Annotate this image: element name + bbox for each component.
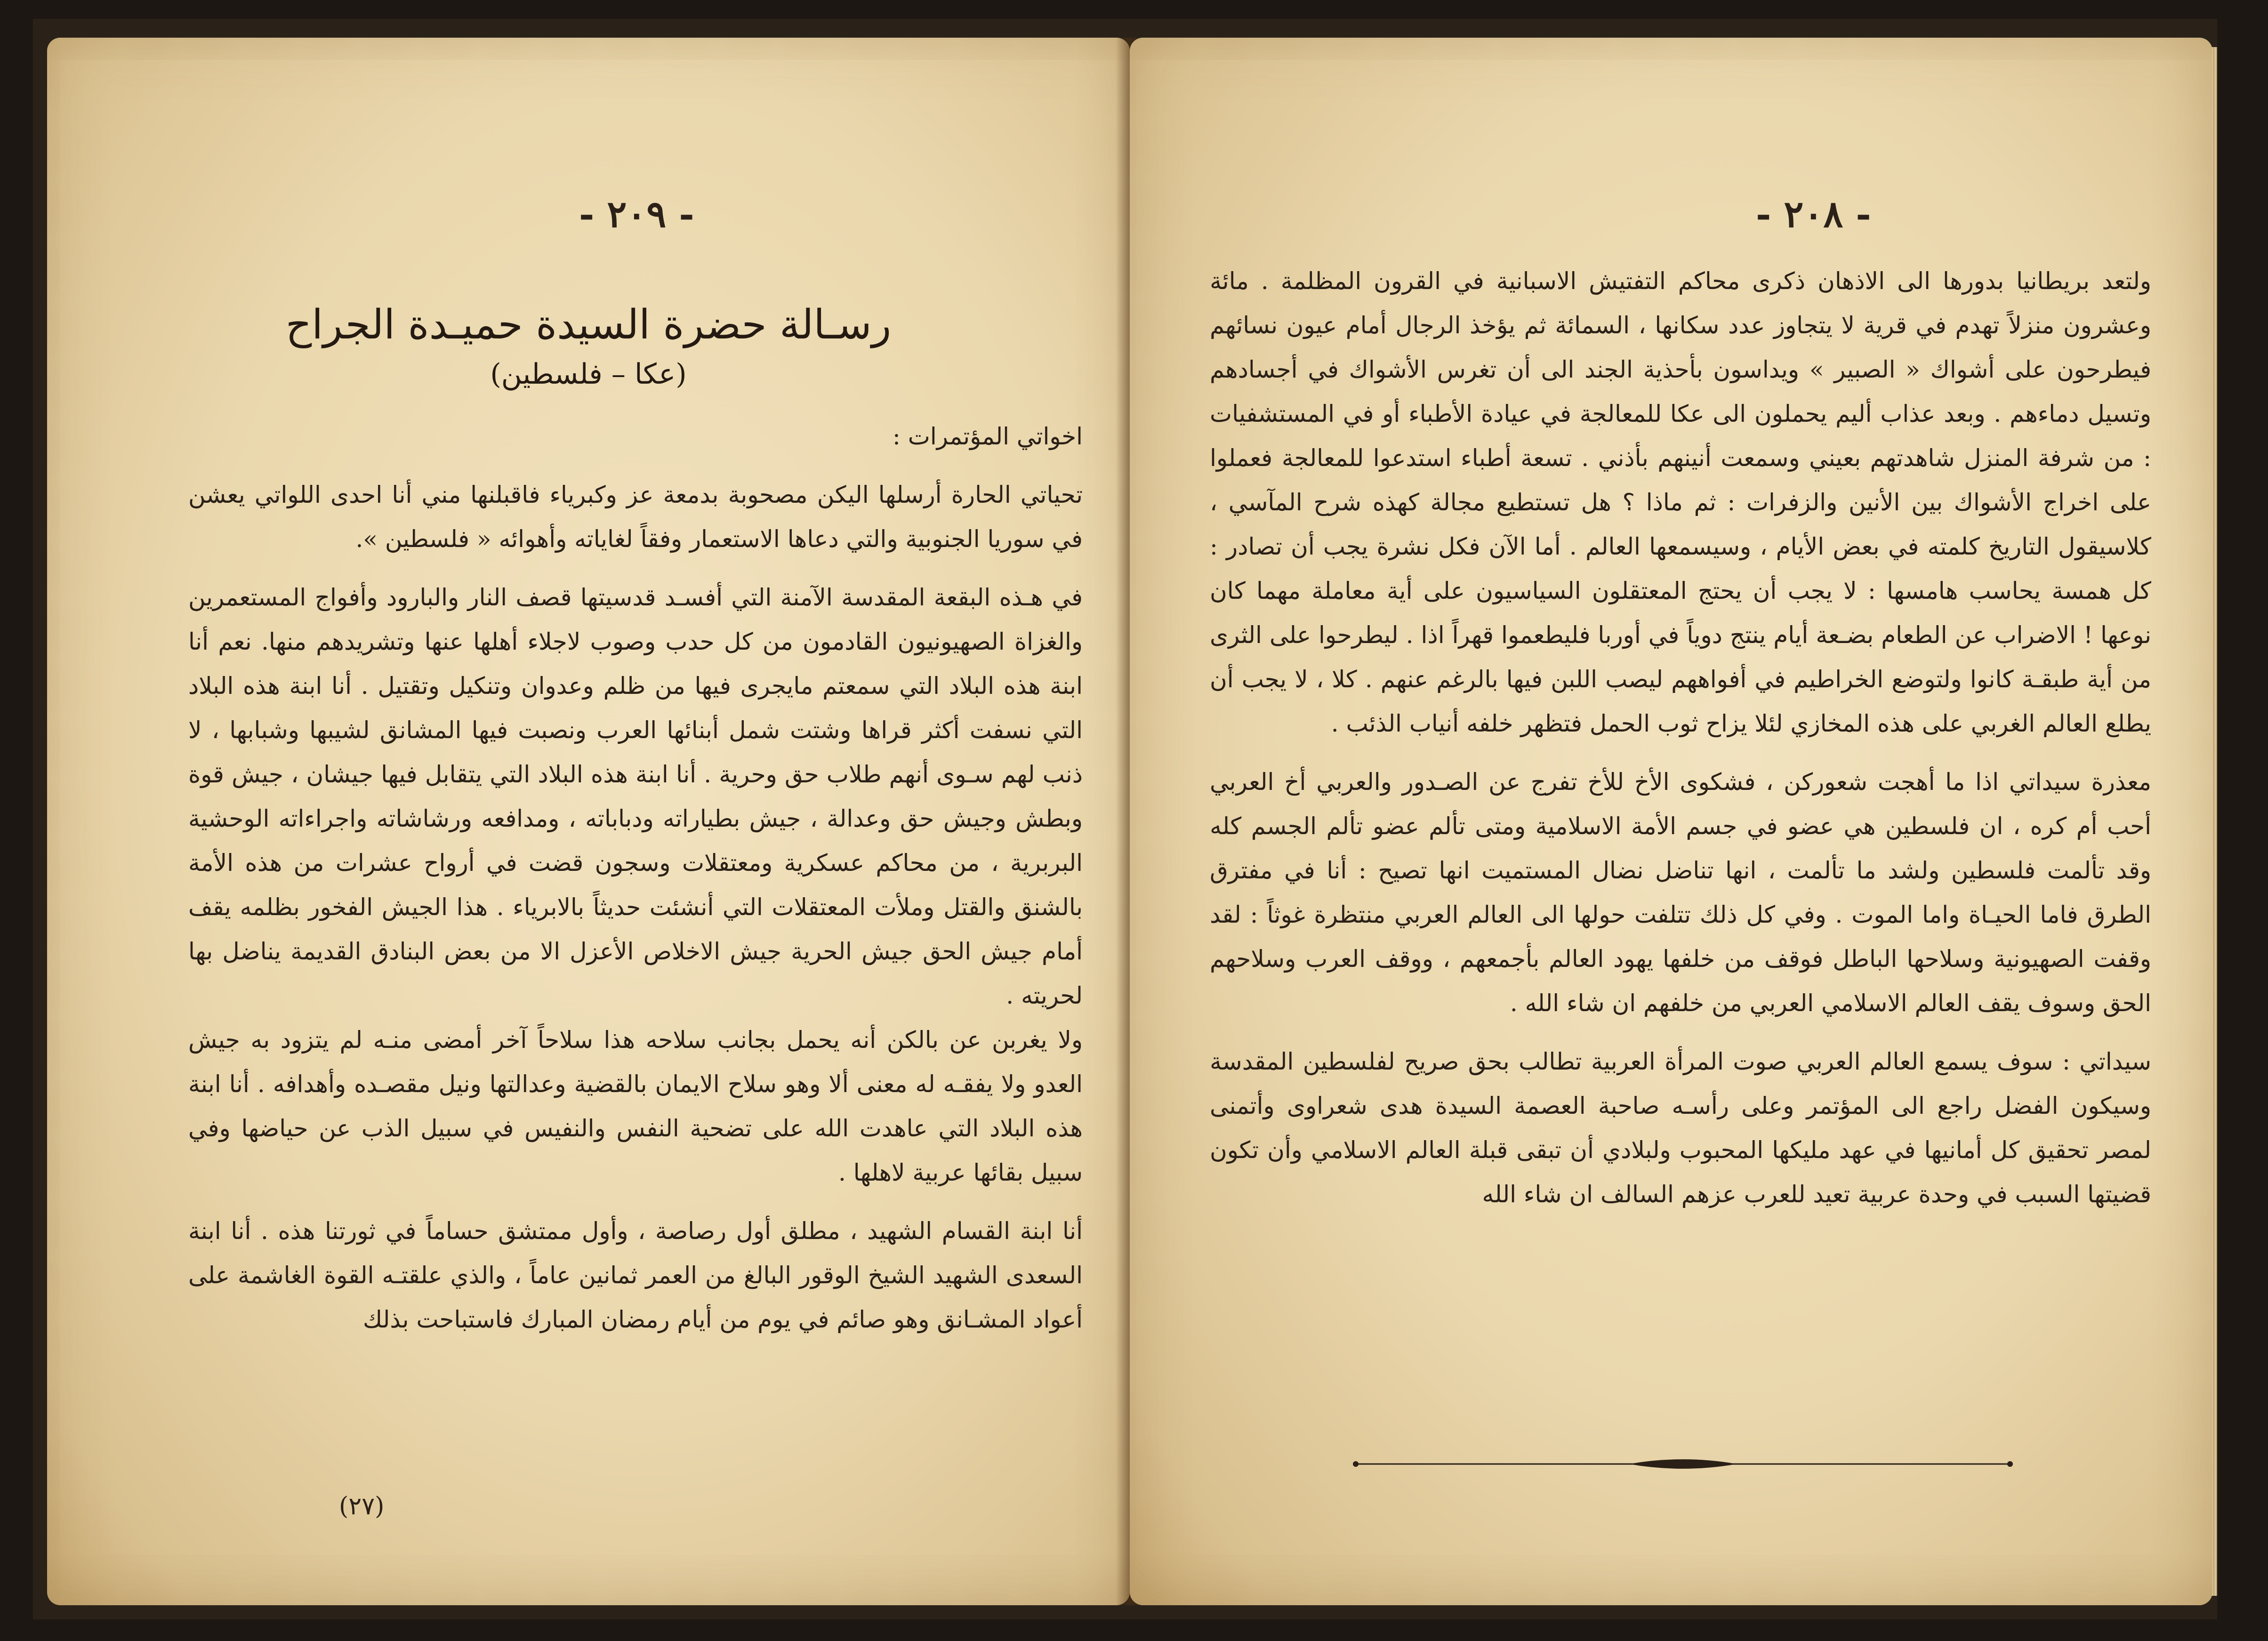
- page-number: - ٢٠٩ -: [579, 193, 694, 236]
- paragraph: معذرة سيداتي اذا ما أهجت شعوركن ، فشكوى الأخ للأخ تفرج عن الصـدور والعربي أخ العربي أحب أم كره ، ان فلسطين هي عضو في جسم الأمة الاسلامية ومتى تألم عضو تألم الجسم كله وقد تألمت فلسطين ولشد ما تألمت ، انها تناضل نضال المستميت انها تصيح : أنا في مفترق الطرق فاما الحيـاة واما الموت . وفي كل ذلك تتلفت حولها الى العالم العربي منتظرة غوثاً : لقد وقفت الصهيونية وسلاحها الباطل فوقف من خلفها يهود العالم بأجمعهم ، ووقف العرب وسلاحهم الحق وسوف يقف العالم الاسلامي العربي من خلفهم ان شاء الله .: [1210, 768, 2151, 1017]
- letter-subtitle: (عكا – فلسطين): [490, 358, 687, 391]
- letter-title: رسـالة حضرة السيدة حميـدة الجراح: [285, 301, 892, 348]
- paragraph: ولا يغربن عن بالكن أنه يحمل بجانب سلاحه هذا سلاحاً آخر أمضى منـه لم يتزود به جيش العدو ولا يفقـه له معنى ألا وهو سلاح الايمان بالقضية وعدالتها ونيل مقصـده وأهدافه . أنا ابنة هذه البلاد التي عاهدت الله على تضحية النفس والنفيس في سبيل الذب عن حياضها وفي سبيل بقائها عربية لاهلها .: [188, 1026, 1083, 1186]
- signature-number: (٢٧): [339, 1492, 385, 1520]
- paragraph: تحياتي الحارة أرسلها اليكن مصحوبة بدمعة عز وكبرياء فاقبلنها مني أنا احدى اللواتي يعشن في سوريا الجنوبية والتي دعاها الاستعمار وفقاً لغاياته وأهوائه « فلسطين ».: [188, 481, 1083, 553]
- paragraph: أنا ابنة القسام الشهيد ، مطلق أول رصاصة ، وأول ممتشق حساماً في ثورتنا هذه . أنا ابنة السعدى الشهيد الشيخ الوقور البالغ من العمر ثمانين عاماً ، والذي علقتـه القوة الغاشمة على أعواد المشـانق وهو صائم في يوم من أيام رمضان المبارك فاستباحت بذلك: [188, 1217, 1083, 1333]
- paragraph: في هـذه البقعة المقدسة الآمنة التي أفسـد قدسيتها قصف النار والبارود وأفواج المستعمرين والغزاة الصهيونيون القادمون من كل حدب وصوب لاجلاء أهلها عنها وتشريدهم منها. نعم أنا ابنة هذه البلاد التي سمعتم مايجرى فيها من ظلم وعدوان وتنكيل وتقتيل . أنا ابنة هذه البلاد التي نسفت أكثر قراها وشتت شمل أبنائها العرب ونصبت فيها المشانق لشيبها وشبابها ، لا ذنب لهم سـوى أنهم طلاب حق وحرية . أنا ابنة هذه البلاد التي يتقابل فيها جيشان ، جيش قوة وبطش وجيش حق وعدالة ، جيش بطياراته ودباباته ، ومدافعه ورشاشاته واجراءاته الوحشية البربرية ، من محاكم عسكرية ومعتقلات وسجون قضت في أرواح عشرات من هذه الأمة بالشنق والقتل وملأت المعتقلات التي أنشئت حديثاً بالابرياء . هذا الجيش الفخور بظلمه يقف أمام جيش الحق جيش الحرية جيش الاخلاص الأعزل الا من بعض البنادق القديمة يناضل بها لحريته .: [188, 584, 1083, 1009]
- open-book: [33, 19, 2217, 1619]
- body-text: [1210, 259, 2151, 1216]
- left-page: [47, 38, 1130, 1605]
- right-page: [1130, 38, 2212, 1605]
- paragraph: سيداتي : سوف يسمع العالم العربي صوت المرأة العربية تطالب بحق صريح لفلسطين المقدسة وسيكون الفضل راجع الى المؤتمر وعلى رأسـه صاحبة العصمة السيدة هدى شعراوى وأتمنى لمصر تحقيق كل أمانيها في عهد مليكها المحبوب ولبلادي أن تبقى قبلة العالم الاسلامي وأن تكون قضيتها السبب في وحدة عربية تعيد للعرب عزهم السالف ان شاء الله: [1210, 1048, 2151, 1208]
- end-ornament: [1214, 1455, 2151, 1473]
- paragraph: ولتعد بريطانيا بدورها الى الاذهان ذكرى محاكم التفتيش الاسبانية في القرون المظلمة . مائة وعشرون منزلاً تهدم في قرية لا يتجاوز عدد سكانها ، السمائة ثم يؤخذ الرجال أمام عيون نسائهم فيطرحون على أشواك « الصبير » ويداسون بأحذية الجند الى أن تغرس الأشواك في أجسادهم وتسيل دماءهم . وبعد عذاب أليم يحملون الى عكا للمعالجة في عيادة الأطباء أو في المستشفيات : من شرفة المنزل شاهدتهم بعيني وسمعت أنينهم بأذني . تسعة أطباء استدعوا للمعالجة فعملوا على اخراج الأشواك بين الأنين والزفرات : ثم ماذا ؟ هل تستطيع مجالة كهذه شرح المآسي ، كلاسيقول التاريخ كلمته في بعض الأيام ، وسيسمعها العالم . أما الآن فكل نشرة يجب أن تصادر : كل همسة يحاسب هامسها : لا يجب أن يحتج المعتقلون السياسيون على أية معاملة مهما كان نوعها ! الاضراب عن الطعام بضـعة أيام ينتج دوياً في أوربا فليطعموا قهراً اذا . ليطرحوا على الثرى من أية طبقـة كانوا ولتوضع الخراطيم في أفواههم ليصب اللبن فيها بالرغم عنهم . كلا ، لا يجب أن يطلع العالم الغربي على هذه المخازي لئلا يزاح ثوب الحمل فتظهر خلفه أنياب الذئب .: [1210, 267, 2151, 737]
- page-number: - ٢٠٨ -: [1756, 193, 1871, 236]
- body-text: [188, 414, 1083, 1342]
- paragraph: اخواتي المؤتمرات :: [893, 423, 1083, 450]
